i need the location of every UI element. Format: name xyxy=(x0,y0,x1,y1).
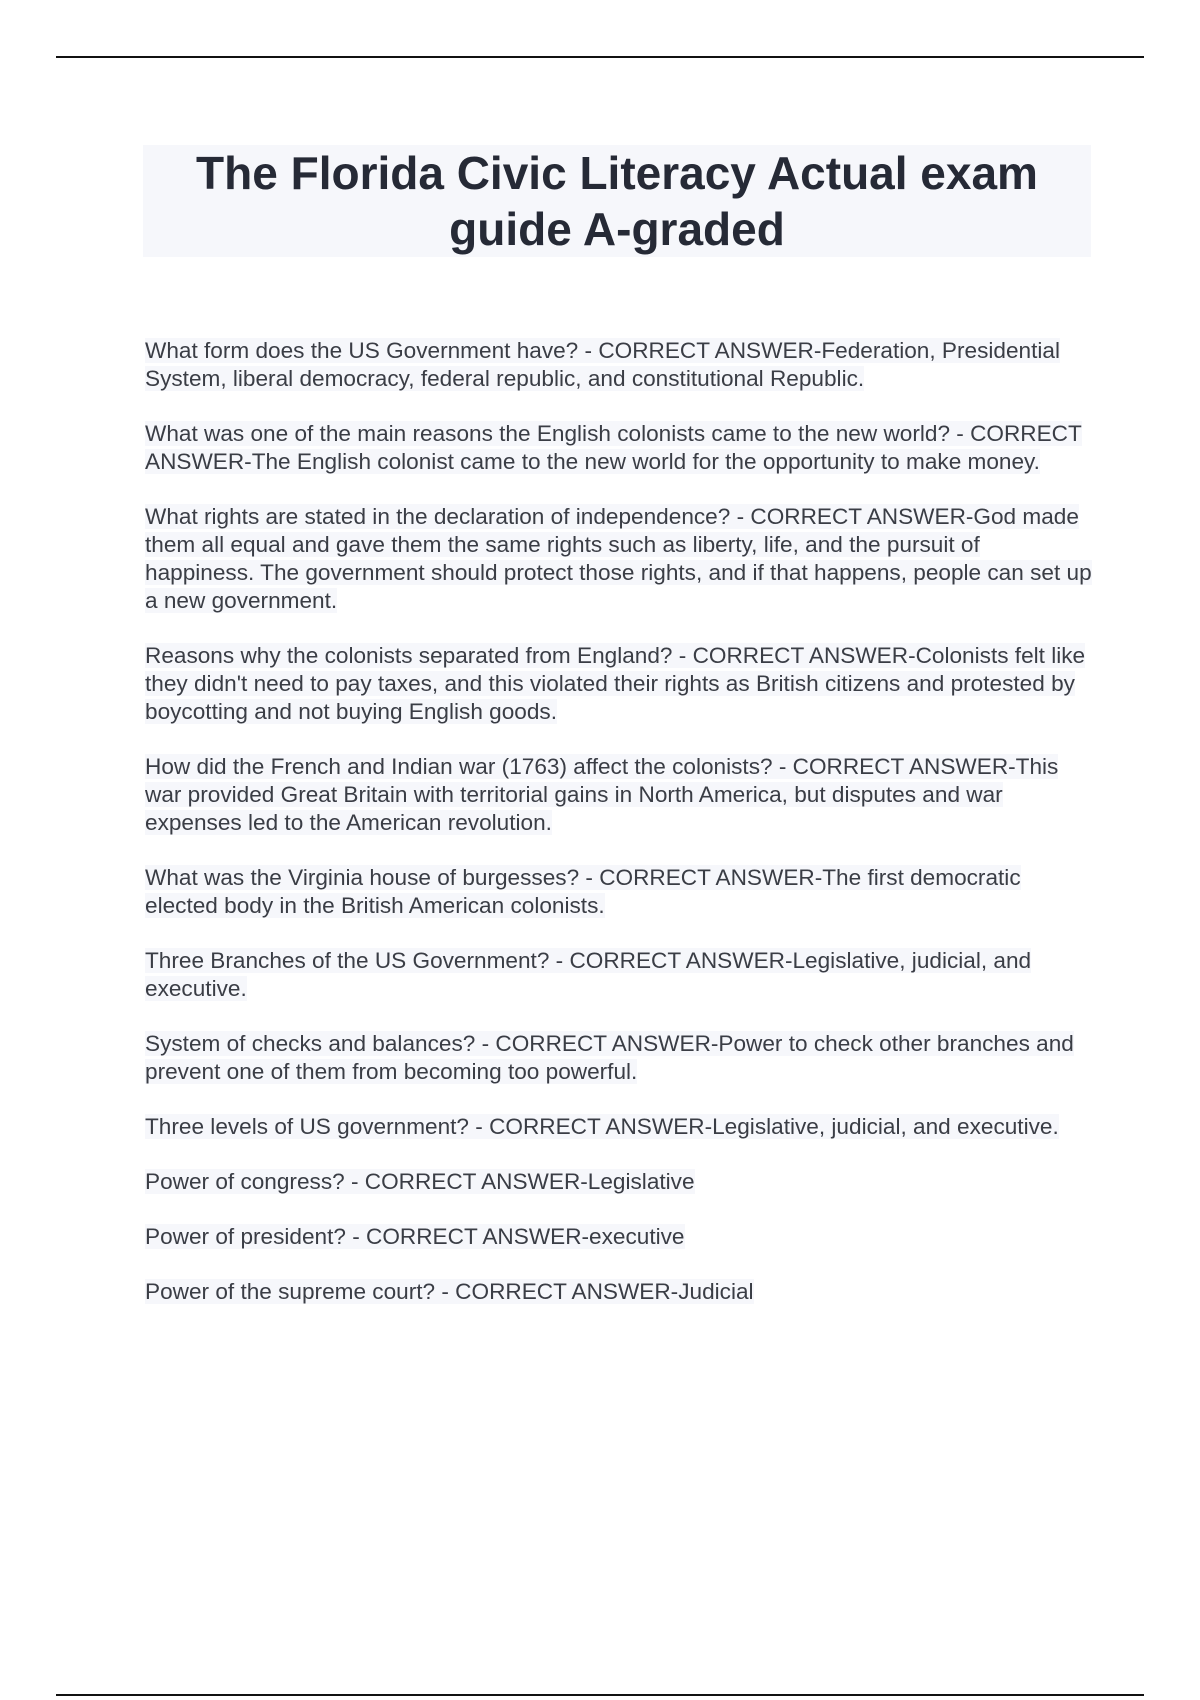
qa-item xyxy=(145,947,1095,1003)
qa-item xyxy=(145,1223,1095,1251)
qa-item xyxy=(145,1278,1095,1306)
qa-text: What rights are stated in the declaration of independence? - CORRECT ANSWER-God made them all equal and gave them the same rights such as liberty, life, and the pursuit of happiness. The government should protect those rights, and if that happens, people can set up a new government. xyxy=(145,504,1092,613)
qa-text: Power of president? - CORRECT ANSWER-executive xyxy=(145,1224,685,1249)
qa-item xyxy=(145,864,1095,920)
document-title: The Florida Civic Literacy Actual exam guide A-graded xyxy=(196,147,1038,255)
title-box xyxy=(143,145,1091,257)
qa-text: System of checks and balances? - CORRECT ANSWER-Power to check other branches and prevent one of them from becoming too powerful. xyxy=(145,1031,1074,1084)
qa-item xyxy=(145,1030,1095,1086)
qa-text: What was the Virginia house of burgesses? - CORRECT ANSWER-The first democratic elected body in the British American colonists. xyxy=(145,865,1021,918)
qa-item xyxy=(145,753,1095,837)
qa-list xyxy=(145,337,1095,1333)
qa-text: What form does the US Government have? - CORRECT ANSWER-Federation, Presidential System, liberal democracy, federal republic, and constitutional Republic. xyxy=(145,338,1060,391)
qa-text: Power of congress? - CORRECT ANSWER-Legislative xyxy=(145,1169,695,1194)
qa-text: Reasons why the colonists separated from England? - CORRECT ANSWER-Colonists felt like they didn't need to pay taxes, and this violated their rights as British citizens and protested by boycotting and not buying English goods. xyxy=(145,643,1086,724)
qa-text: How did the French and Indian war (1763) affect the colonists? - CORRECT ANSWER-This war provided Great Britain with territorial gains in North America, but disputes and war expenses led to the American revolution. xyxy=(145,754,1059,835)
qa-text: Power of the supreme court? - CORRECT ANSWER-Judicial xyxy=(145,1279,754,1304)
qa-text: Three levels of US government? - CORRECT ANSWER-Legislative, judicial, and executive. xyxy=(145,1114,1059,1139)
qa-item xyxy=(145,420,1095,476)
qa-text: What was one of the main reasons the English colonists came to the new world? - CORRECT ANSWER-The English colonist came to the new world for the opportunity to make money. xyxy=(145,421,1082,474)
qa-item xyxy=(145,1113,1095,1141)
qa-item xyxy=(145,1168,1095,1196)
qa-item xyxy=(145,337,1095,393)
qa-item xyxy=(145,503,1095,615)
top-rule xyxy=(56,56,1144,58)
qa-item xyxy=(145,642,1095,726)
bottom-rule xyxy=(56,1694,1144,1696)
qa-text: Three Branches of the US Government? - CORRECT ANSWER-Legislative, judicial, and executive. xyxy=(145,948,1032,1001)
